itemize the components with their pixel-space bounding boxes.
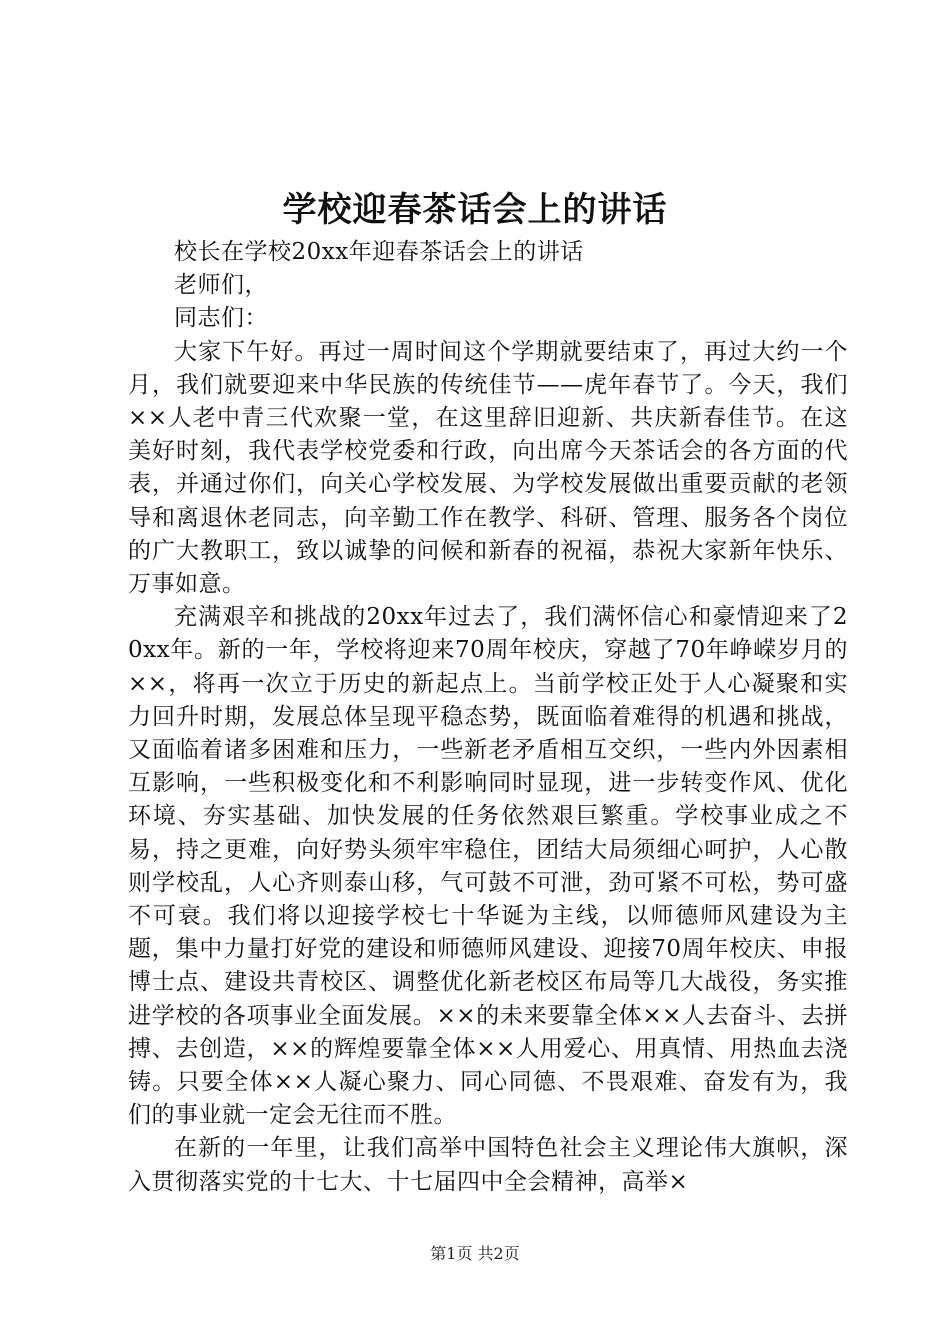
greeting-teachers: 老师们， — [174, 272, 268, 299]
document-title: 学校迎春茶话会上的讲话 — [282, 190, 668, 230]
document-subtitle: 校长在学校20xx年迎春茶话会上的讲话 — [174, 239, 584, 265]
paragraph: 充满艰辛和挑战的20xx年过去了，我们满怀信心和豪情迎来了20xx年。新的一年，学校将迎来70周年校庆，穿越了70年峥嵘岁月的××，将再一次立于历史的新起点上。当前学校正处于人心凝聚和实力回升时期，发展总体呈现平稳态势，既面临着难得的机遇和挑战，又面临着诸多困难和压力，一些新老矛盾相互交织，一些内外因素相互影响，一些积极变化和不利影响同时显现，进一步转变作风、优化环境、夯实基础、加快发展的任务依然艰巨繁重。学校事业成之不易，持之更难，向好势头须牢牢稳住，团结大局须细心呵护，人心散则学校乱，人心齐则泰山移，气可鼓不可泄，劲可紧不可松，势可盛不可衰。我们将以迎接学校七十华诞为主线，以师德师风建设为主题，集中力量打好党的建设和师德师风建设、迎接70周年校庆、申报博士点、建设共青校区、调整优化新老校区布局等几大战役，务实推进学校的各项事业全面发展。××的未来要靠全体××人去奋斗、去拼搏、去创造，××的辉煌要靠全体××人用爱心、用真情、用热血去浇铸。只要全体××人凝心聚力、同心同德、不畏艰难、奋发有为，我们的事业就一定会无往而不胜。 — [128, 604, 848, 1129]
greeting-comrades: 同志们： — [174, 305, 268, 332]
page-number: 第1页 共2页 — [430, 1244, 520, 1263]
paragraph: 在新的一年里，让我们高举中国特色社会主义理论伟大旗帜，深入贯彻落实党的十七大、十七届四中全会精神，高举× — [128, 1135, 848, 1195]
paragraph: 大家下午好。再过一周时间这个学期就要结束了，再过大约一个月，我们就要迎来中华民族的传统佳节——虎年春节了。今天，我们××人老中青三代欢聚一堂，在这里辞旧迎新、共庆新春佳节。在这美好时刻，我代表学校党委和行政，向出席今天茶话会的各方面的代表，并通过你们，向关心学校发展、为学校发展做出重要贡献的老领导和离退休老同志，向辛勤工作在教学、科研、管理、服务各个岗位的广大教职工，致以诚挚的问候和新春的祝福，恭祝大家新年快乐、万事如意。 — [128, 338, 848, 598]
document-body — [128, 236, 848, 1199]
